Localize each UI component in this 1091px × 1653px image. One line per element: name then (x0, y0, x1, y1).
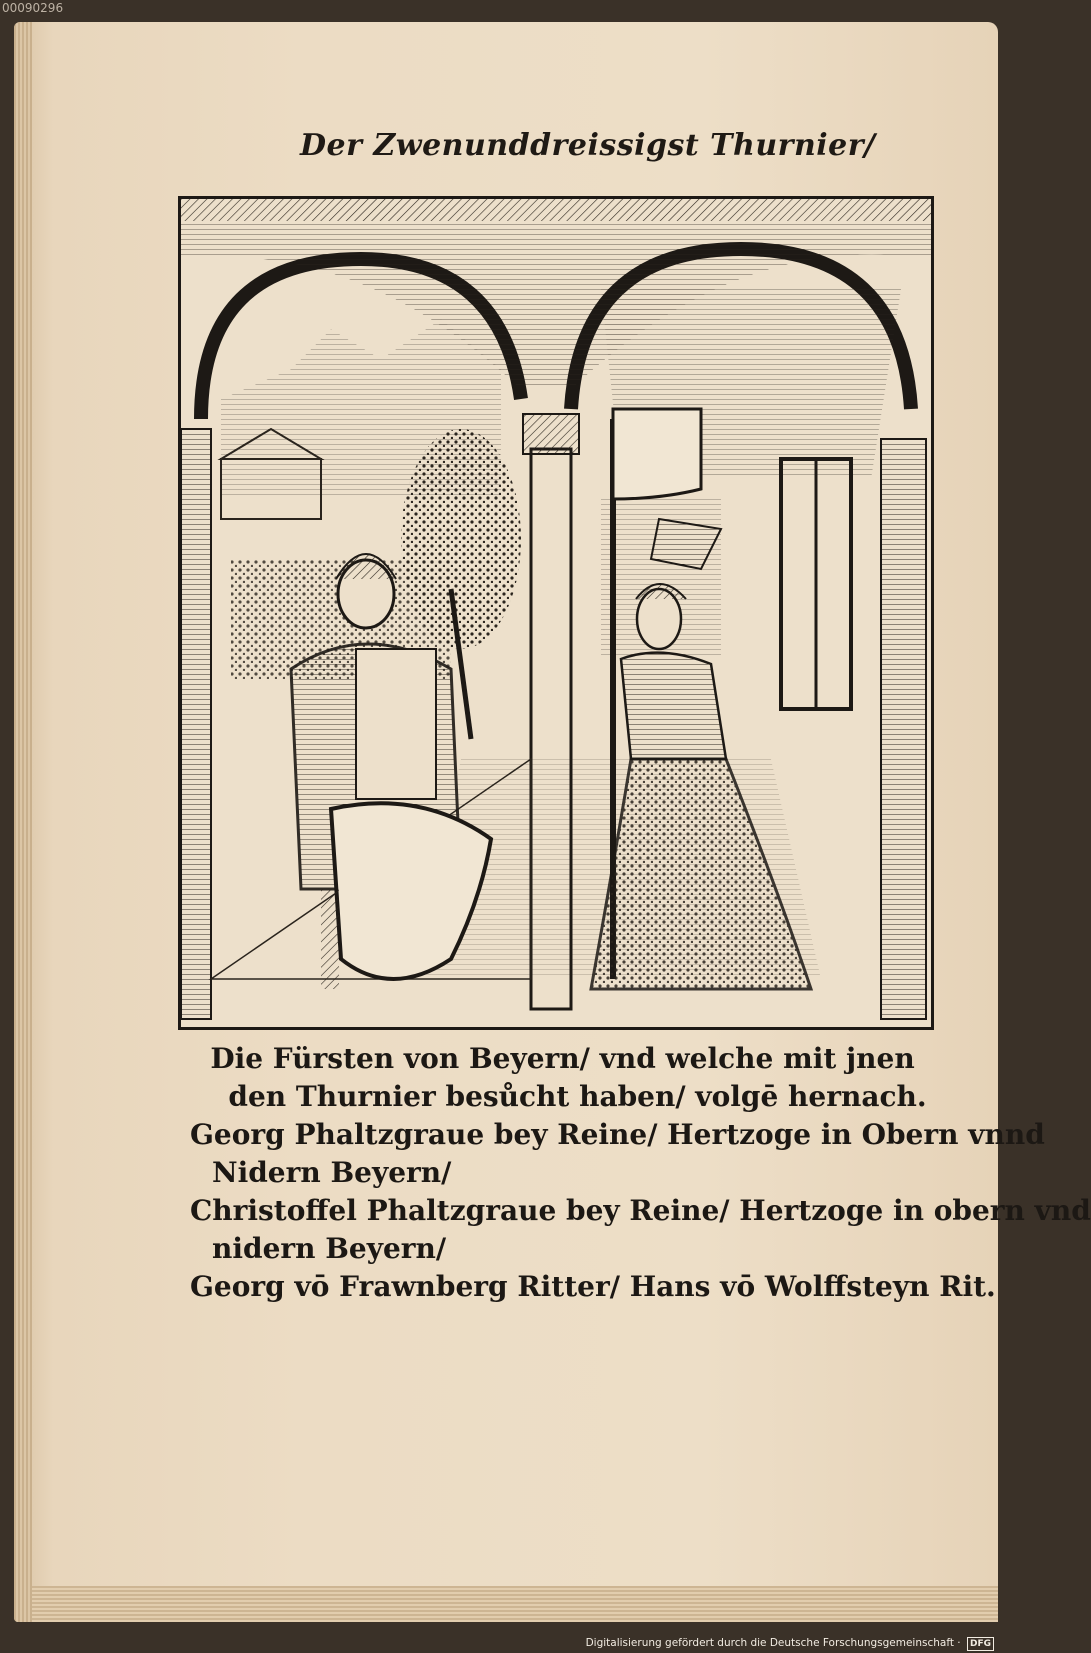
entry-line-4: nidern Beyern/ (212, 1232, 447, 1265)
entry-line-2: Nidern Beyern/ (212, 1156, 452, 1189)
dfg-logo-icon: DFG (967, 1637, 994, 1651)
entry-line-5: Georg vō Frawnberg Ritter/ Hans vō Wolffsteyn Rit. (190, 1270, 996, 1303)
entry-line-1: Georg Phaltzgraue bey Reine/ Hertzoge in Obern vnnd (190, 1118, 1045, 1151)
scan-id: 00090296 (2, 1, 64, 15)
caption-line-1: Die Fürsten von Beyern/ vnd welche mit jnen (210, 1042, 915, 1075)
text-block (190, 1040, 1091, 1306)
footer-text: Digitalisierung gefördert durch die Deutsche Forschungsgemeinschaft · (585, 1637, 961, 1649)
woodcut-illustration (178, 196, 934, 1030)
page-bottom-edge (32, 1586, 998, 1622)
entry-line-3: Christoffel Phaltzgraue bey Reine/ Hertzoge in obern vnd (190, 1194, 1091, 1227)
caption-line-2: den Thurnier besůcht haben/ volgē hernach. (228, 1080, 927, 1113)
page-edge (14, 22, 32, 1622)
running-head: Der Zwenunddreissigst Thurnier/ (300, 128, 876, 163)
digitization-footer (586, 1634, 994, 1652)
